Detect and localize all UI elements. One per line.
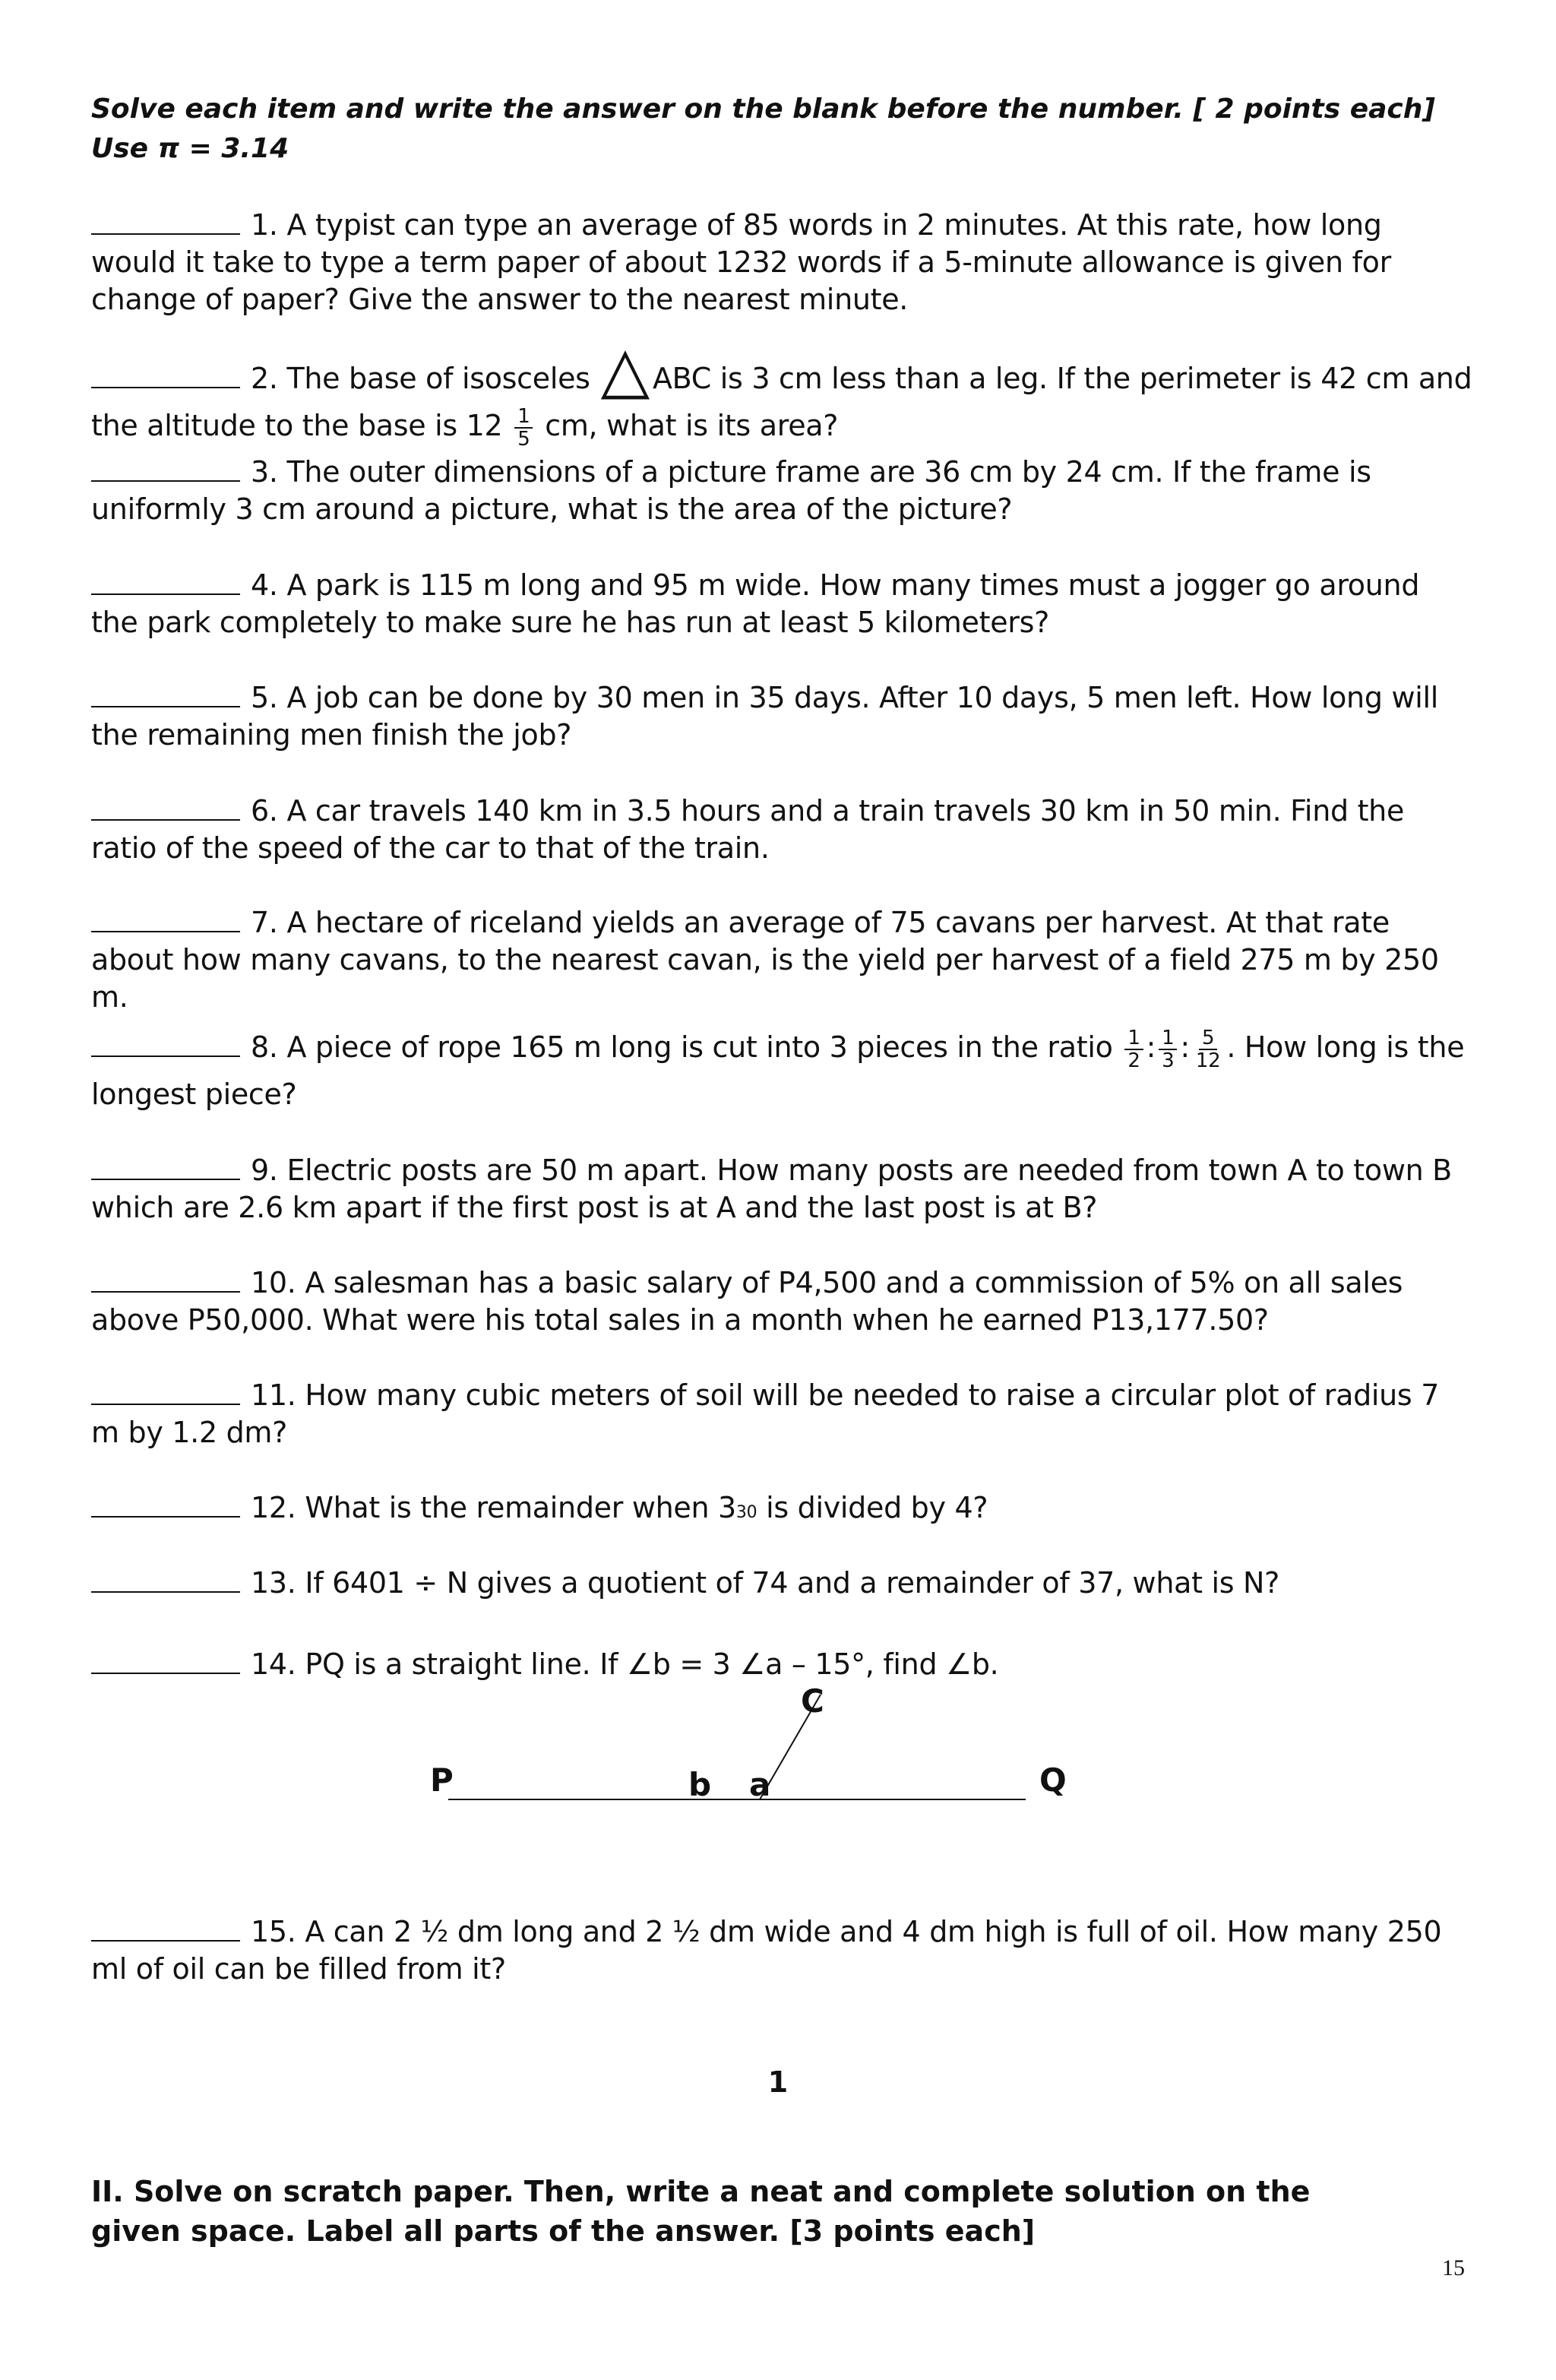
instructions: [91, 90, 1474, 169]
question-text: PQ is a straight line. If ∠b = 3 ∠a – 15°, find ∠b.: [305, 1647, 999, 1681]
question-1: [91, 207, 1474, 318]
question-number: 6.: [251, 794, 278, 828]
label-q: Q: [1039, 1761, 1067, 1799]
question-number: 15.: [251, 1915, 296, 1948]
question-text: A salesman has a basic salary of P4,500 and a commission of 5% on all sales above P50,000. What were his total sales in a month when he earned P13,177.50?: [91, 1266, 1403, 1337]
question-text-b: ABC is 3 cm less than a leg. If the perimeter is 42 cm and the altitude to the base is 12: [91, 362, 1472, 442]
question-text-a: What is the remainder when 3: [305, 1491, 736, 1524]
answer-blank-3[interactable]: [91, 454, 240, 482]
question-number: 4.: [251, 568, 278, 602]
question-number: 2.: [251, 362, 278, 395]
question-10: [91, 1264, 1474, 1339]
question-number: 8.: [251, 1030, 278, 1064]
fraction-one-half: $\frac{1}{2}$: [1124, 1027, 1143, 1071]
question-number: 1.: [251, 208, 278, 242]
label-p: P: [430, 1761, 454, 1799]
question-number: 7.: [251, 906, 278, 939]
question-5: [91, 679, 1474, 754]
footer-page-number: 15: [1442, 2255, 1465, 2280]
answer-blank-14[interactable]: [91, 1647, 240, 1674]
question-text: If 6401 ÷ N gives a quotient of 74 and a remainder of 37, what is N?: [305, 1566, 1280, 1600]
answer-blank-2[interactable]: [91, 361, 240, 388]
answer-blank-7[interactable]: [91, 905, 240, 932]
question-6: [91, 793, 1474, 867]
question-12: [91, 1489, 1474, 1531]
question-text: A park is 115 m long and 95 m wide. How many times must a jogger go around the park completely to make sure he has run at least 5 kilometers?: [91, 568, 1420, 639]
answer-blank-10[interactable]: [91, 1265, 240, 1293]
answer-blank-13[interactable]: [91, 1565, 240, 1593]
question-text: A car travels 140 km in 3.5 hours and a train travels 30 km in 50 min. Find the ratio of the speed of the car to that of the train.: [91, 794, 1405, 865]
answer-blank-1[interactable]: [91, 207, 240, 235]
instructions-line-2: Use π = 3.14: [91, 133, 289, 164]
label-a: a: [749, 1766, 771, 1803]
question-number: 9.: [251, 1154, 278, 1187]
question-text: Electric posts are 50 m apart. How many posts are needed from town A to town B which are 2.6 km apart if the first post is at A and the last post is at B?: [91, 1154, 1452, 1224]
question-number: 11.: [251, 1378, 296, 1412]
answer-blank-6[interactable]: [91, 793, 240, 821]
answer-blank-9[interactable]: [91, 1153, 240, 1180]
question-text: A can 2 ½ dm long and 2 ½ dm wide and 4 dm high is full of oil. How many 250 ml of oil can be filled from it?: [91, 1915, 1442, 1986]
question-13: [91, 1565, 1474, 1602]
question-8: 8. A piece of rope 165 m long is cut into 3 pieces in the ratio $\frac{1}{2}$ : $\frac{1}{3}$ : $\frac{5}{12}$ . How long is the longest piece?: [91, 1026, 1465, 1111]
answer-blank-5[interactable]: [91, 680, 240, 707]
question-text: A typist can type an average of 85 words in 2 minutes. At this rate, how long would it take to type a term paper of about 1232 words if a 5-minute allowance is given for change of paper? Give the answer to the nearest minute.: [91, 208, 1391, 316]
triangle-icon: △: [600, 332, 650, 407]
question-text-b: is divided by 4?: [766, 1491, 988, 1524]
question-number: 5.: [251, 681, 278, 714]
question-text: The outer dimensions of a picture frame are 36 cm by 24 cm. If the frame is uniformly 3 cm around a picture, what is the area of the picture?: [91, 455, 1371, 526]
question-text-a: A piece of rope 165 m long is cut into 3 pieces in the ratio: [286, 1030, 1113, 1064]
question-15: [91, 1913, 1474, 1988]
label-b: b: [688, 1766, 712, 1803]
question-text: A hectare of riceland yields an average of 75 cavans per harvest. At that rate about how many cavans, to the nearest cavan, is the yield per harvest of a field 275 m by 250 m.: [91, 906, 1439, 1014]
question-2: [91, 332, 1474, 451]
question-number: 10.: [251, 1266, 296, 1299]
fraction-one-fifth: $\frac{1}{5}$: [514, 406, 533, 450]
answer-blank-11[interactable]: [91, 1378, 240, 1405]
question-number: 14.: [251, 1647, 296, 1681]
question-9: [91, 1152, 1474, 1226]
question-text-b: . How long is the longest piece?: [91, 1030, 1465, 1111]
question-7: [91, 904, 1474, 1016]
answer-blank-8[interactable]: [91, 1030, 240, 1057]
question-text: How many cubic meters of soil will be needed to raise a circular plot of radius 7 m by 1.2 dm?: [91, 1378, 1440, 1449]
answer-blank-12[interactable]: [91, 1490, 240, 1518]
angle-diagram: [425, 1682, 1109, 1815]
fraction-five-twelfths: $\frac{5}{12}$: [1195, 1026, 1221, 1072]
fraction-one-third: $\frac{1}{3}$: [1159, 1027, 1177, 1071]
question-number: 3.: [251, 455, 278, 489]
instructions-line-1: Solve each item and write the answer on the blank before the number. [ 2 points each]: [91, 93, 1435, 125]
question-text-a: The base of isosceles: [286, 362, 590, 395]
exponent-30: 30: [735, 1503, 757, 1522]
answer-blank-15[interactable]: [91, 1914, 240, 1942]
question-11: [91, 1377, 1474, 1451]
question-4: [91, 567, 1474, 641]
label-c: C: [801, 1682, 824, 1720]
question-number: 12.: [251, 1491, 296, 1524]
page-number: 1: [767, 2065, 789, 2099]
question-14: [91, 1646, 1474, 1683]
section-2-instructions: II. Solve on scratch paper. Then, write a neat and complete solution on the given space. Label all parts of the answer. [3 points each]: [91, 2175, 1311, 2248]
question-text: A job can be done by 30 men in 35 days. After 10 days, 5 men left. How long will the remaining men finish the job?: [91, 681, 1438, 752]
answer-blank-4[interactable]: [91, 568, 240, 595]
question-3: [91, 454, 1474, 528]
question-text-c: cm, what is its area?: [545, 409, 839, 442]
question-number: 13.: [251, 1566, 296, 1600]
